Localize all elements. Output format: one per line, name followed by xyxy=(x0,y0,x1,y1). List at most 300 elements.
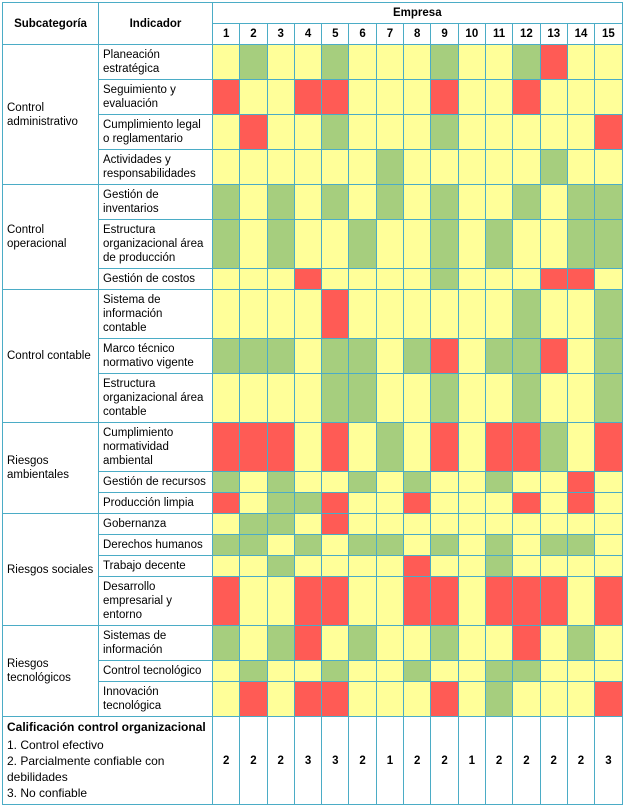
rating-cell-green xyxy=(322,115,349,150)
rating-cell-red xyxy=(485,577,512,626)
company-score-cell: 3 xyxy=(294,717,321,805)
rating-cell-green xyxy=(349,220,376,269)
rating-cell-red xyxy=(485,423,512,472)
company-number-header: 3 xyxy=(267,24,294,45)
rating-cell-yellow xyxy=(485,514,512,535)
rating-cell-yellow xyxy=(213,556,240,577)
rating-cell-yellow xyxy=(567,339,594,374)
rating-cell-red xyxy=(595,423,622,472)
rating-cell-yellow xyxy=(567,290,594,339)
rating-cell-yellow xyxy=(567,115,594,150)
rating-cell-yellow xyxy=(267,269,294,290)
rating-cell-red xyxy=(513,493,540,514)
rating-cell-yellow xyxy=(349,423,376,472)
rating-cell-yellow xyxy=(540,374,567,423)
rating-cell-yellow xyxy=(404,80,431,115)
rating-cell-green xyxy=(485,661,512,682)
rating-cell-green xyxy=(213,220,240,269)
rating-cell-yellow xyxy=(213,290,240,339)
rating-cell-yellow xyxy=(485,626,512,661)
rating-cell-red xyxy=(322,682,349,717)
rating-cell-green xyxy=(567,535,594,556)
rating-cell-green xyxy=(431,626,458,661)
rating-cell-yellow xyxy=(376,269,403,290)
rating-cell-yellow xyxy=(349,115,376,150)
rating-cell-red xyxy=(322,80,349,115)
rating-cell-yellow xyxy=(513,150,540,185)
rating-cell-yellow xyxy=(294,661,321,682)
rating-cell-yellow xyxy=(294,115,321,150)
rating-cell-yellow xyxy=(540,493,567,514)
score-legend-item: 2. Parcialmente confiable con debilidades xyxy=(7,754,165,784)
company-score-cell: 2 xyxy=(540,717,567,805)
rating-cell-yellow xyxy=(513,115,540,150)
rating-cell-yellow xyxy=(294,374,321,423)
rating-cell-yellow xyxy=(240,472,267,493)
rating-cell-yellow xyxy=(485,185,512,220)
subcategory-column-header: Subcategoría xyxy=(3,3,99,45)
score-legend-cell xyxy=(3,717,213,805)
rating-cell-green xyxy=(595,374,622,423)
rating-cell-yellow xyxy=(349,269,376,290)
rating-cell-red xyxy=(404,493,431,514)
company-score-cell: 2 xyxy=(404,717,431,805)
rating-cell-yellow xyxy=(458,661,485,682)
company-number-header: 9 xyxy=(431,24,458,45)
rating-cell-yellow xyxy=(595,626,622,661)
rating-cell-yellow xyxy=(404,514,431,535)
indicator-cell: Gestión de recursos xyxy=(99,472,213,493)
table-footer xyxy=(3,717,623,805)
company-score-cell: 3 xyxy=(322,717,349,805)
rating-cell-yellow xyxy=(213,150,240,185)
rating-cell-yellow xyxy=(376,472,403,493)
company-number-header: 14 xyxy=(567,24,594,45)
rating-cell-green xyxy=(322,185,349,220)
rating-cell-green xyxy=(240,45,267,80)
rating-cell-yellow xyxy=(404,269,431,290)
rating-cell-green xyxy=(267,626,294,661)
rating-cell-green xyxy=(485,472,512,493)
rating-cell-yellow xyxy=(404,374,431,423)
indicator-cell: Planeación estratégica xyxy=(99,45,213,80)
rating-cell-yellow xyxy=(267,661,294,682)
rating-cell-yellow xyxy=(513,535,540,556)
rating-cell-yellow xyxy=(240,220,267,269)
rating-cell-red xyxy=(431,80,458,115)
indicator-row xyxy=(3,290,623,339)
rating-cell-yellow xyxy=(513,514,540,535)
rating-cell-green xyxy=(267,493,294,514)
rating-cell-green xyxy=(267,556,294,577)
rating-cell-yellow xyxy=(267,577,294,626)
rating-cell-red xyxy=(294,626,321,661)
rating-cell-yellow xyxy=(376,80,403,115)
rating-cell-yellow xyxy=(213,661,240,682)
rating-cell-yellow xyxy=(240,185,267,220)
rating-cell-yellow xyxy=(294,185,321,220)
rating-cell-red xyxy=(567,472,594,493)
rating-cell-yellow xyxy=(458,150,485,185)
subcategory-cell: Control operacional xyxy=(3,185,99,290)
rating-cell-green xyxy=(513,339,540,374)
rating-cell-red xyxy=(240,115,267,150)
rating-cell-yellow xyxy=(404,535,431,556)
rating-cell-green xyxy=(540,150,567,185)
rating-cell-yellow xyxy=(294,556,321,577)
indicator-cell: Gobernanza xyxy=(99,514,213,535)
rating-cell-yellow xyxy=(404,185,431,220)
rating-cell-green xyxy=(540,535,567,556)
rating-cell-yellow xyxy=(595,661,622,682)
rating-cell-yellow xyxy=(349,290,376,339)
rating-cell-green xyxy=(513,661,540,682)
company-number-header: 10 xyxy=(458,24,485,45)
company-score-cell: 3 xyxy=(595,717,622,805)
rating-cell-yellow xyxy=(349,493,376,514)
rating-cell-green xyxy=(267,185,294,220)
rating-cell-yellow xyxy=(294,339,321,374)
rating-cell-yellow xyxy=(458,80,485,115)
rating-cell-yellow xyxy=(595,80,622,115)
rating-cell-red xyxy=(513,626,540,661)
rating-cell-green xyxy=(431,269,458,290)
company-score-cell: 1 xyxy=(376,717,403,805)
rating-cell-green xyxy=(567,185,594,220)
company-number-header: 7 xyxy=(376,24,403,45)
rating-cell-yellow xyxy=(294,220,321,269)
rating-cell-green xyxy=(595,220,622,269)
rating-cell-green xyxy=(595,290,622,339)
rating-cell-yellow xyxy=(567,80,594,115)
rating-cell-red xyxy=(294,577,321,626)
rating-cell-red xyxy=(431,423,458,472)
rating-cell-green xyxy=(485,339,512,374)
indicator-cell: Estructura organizacional área contable xyxy=(99,374,213,423)
company-score-cell: 2 xyxy=(513,717,540,805)
rating-cell-yellow xyxy=(404,682,431,717)
rating-cell-yellow xyxy=(349,150,376,185)
rating-cell-yellow xyxy=(267,682,294,717)
rating-cell-yellow xyxy=(513,269,540,290)
rating-cell-yellow xyxy=(567,682,594,717)
indicator-row xyxy=(3,626,623,661)
rating-cell-yellow xyxy=(540,115,567,150)
rating-cell-red xyxy=(213,577,240,626)
company-number-header: 11 xyxy=(485,24,512,45)
rating-cell-yellow xyxy=(567,661,594,682)
subcategory-cell: Control contable xyxy=(3,290,99,423)
rating-cell-yellow xyxy=(458,220,485,269)
rating-cell-yellow xyxy=(349,661,376,682)
rating-cell-yellow xyxy=(404,220,431,269)
rating-cell-yellow xyxy=(458,535,485,556)
rating-cell-green xyxy=(213,535,240,556)
rating-cell-red xyxy=(240,423,267,472)
rating-cell-yellow xyxy=(595,150,622,185)
rating-cell-yellow xyxy=(513,556,540,577)
rating-cell-green xyxy=(349,472,376,493)
rating-cell-yellow xyxy=(267,290,294,339)
company-score-cell: 2 xyxy=(240,717,267,805)
rating-cell-yellow xyxy=(458,115,485,150)
rating-cell-yellow xyxy=(349,80,376,115)
rating-cell-yellow xyxy=(458,626,485,661)
rating-cell-red xyxy=(595,115,622,150)
rating-cell-yellow xyxy=(376,45,403,80)
rating-cell-green xyxy=(267,472,294,493)
indicator-cell: Desarrollo empresarial y entorno xyxy=(99,577,213,626)
rating-cell-yellow xyxy=(240,556,267,577)
rating-cell-green xyxy=(322,45,349,80)
rating-cell-green xyxy=(349,339,376,374)
subcategory-cell: Riesgos ambientales xyxy=(3,423,99,514)
rating-cell-red xyxy=(322,423,349,472)
rating-cell-yellow xyxy=(267,150,294,185)
rating-cell-yellow xyxy=(213,682,240,717)
rating-cell-green xyxy=(431,374,458,423)
company-score-cell: 2 xyxy=(213,717,240,805)
score-legend-items xyxy=(7,737,208,801)
rating-cell-yellow xyxy=(376,290,403,339)
indicator-cell: Innovación tecnológica xyxy=(99,682,213,717)
rating-cell-yellow xyxy=(458,423,485,472)
rating-cell-green xyxy=(267,220,294,269)
company-number-header: 12 xyxy=(513,24,540,45)
rating-cell-green xyxy=(485,556,512,577)
rating-cell-yellow xyxy=(567,45,594,80)
rating-cell-green xyxy=(404,661,431,682)
rating-cell-red xyxy=(294,682,321,717)
company-score-cell: 1 xyxy=(458,717,485,805)
rating-cell-green xyxy=(213,626,240,661)
indicator-cell: Derechos humanos xyxy=(99,535,213,556)
rating-cell-yellow xyxy=(458,269,485,290)
rating-cell-green xyxy=(513,374,540,423)
rating-cell-red xyxy=(322,577,349,626)
rating-cell-red xyxy=(294,269,321,290)
company-group-header: Empresa xyxy=(213,3,623,24)
rating-cell-yellow xyxy=(404,45,431,80)
rating-cell-yellow xyxy=(267,80,294,115)
rating-cell-red xyxy=(240,682,267,717)
indicator-cell: Sistema de información contable xyxy=(99,290,213,339)
rating-cell-red xyxy=(294,80,321,115)
indicator-cell: Trabajo decente xyxy=(99,556,213,577)
rating-cell-yellow xyxy=(458,493,485,514)
rating-cell-green xyxy=(349,626,376,661)
company-score-cell: 2 xyxy=(431,717,458,805)
rating-cell-red xyxy=(322,514,349,535)
rating-cell-yellow xyxy=(458,577,485,626)
rating-cell-yellow xyxy=(213,115,240,150)
rating-cell-red xyxy=(322,493,349,514)
rating-cell-yellow xyxy=(349,185,376,220)
rating-cell-yellow xyxy=(595,535,622,556)
rating-cell-red xyxy=(404,556,431,577)
indicator-cell: Cumplimiento legal o reglamentario xyxy=(99,115,213,150)
rating-cell-yellow xyxy=(431,661,458,682)
rating-cell-green xyxy=(595,185,622,220)
rating-cell-yellow xyxy=(458,290,485,339)
rating-cell-yellow xyxy=(376,577,403,626)
rating-cell-yellow xyxy=(349,556,376,577)
company-number-header: 5 xyxy=(322,24,349,45)
table-header xyxy=(3,3,623,45)
rating-cell-green xyxy=(240,535,267,556)
company-number-header: 15 xyxy=(595,24,622,45)
rating-cell-yellow xyxy=(349,514,376,535)
company-score-cell: 2 xyxy=(567,717,594,805)
rating-cell-green xyxy=(213,185,240,220)
indicator-cell: Gestión de costos xyxy=(99,269,213,290)
rating-cell-green xyxy=(485,535,512,556)
rating-cell-yellow xyxy=(431,493,458,514)
rating-cell-green xyxy=(431,535,458,556)
company-number-header: 2 xyxy=(240,24,267,45)
rating-cell-red xyxy=(404,577,431,626)
rating-cell-green xyxy=(240,514,267,535)
rating-cell-yellow xyxy=(595,493,622,514)
rating-cell-yellow xyxy=(540,185,567,220)
indicator-cell: Cumplimiento normatividad ambiental xyxy=(99,423,213,472)
rating-cell-green xyxy=(513,185,540,220)
rating-cell-yellow xyxy=(240,80,267,115)
rating-cell-yellow xyxy=(431,514,458,535)
score-legend-title: Calificación control organizacional xyxy=(7,720,206,734)
rating-cell-yellow xyxy=(485,115,512,150)
rating-cell-red xyxy=(595,577,622,626)
rating-cell-red xyxy=(431,577,458,626)
rating-cell-red xyxy=(513,423,540,472)
rating-cell-green xyxy=(213,472,240,493)
rating-cell-yellow xyxy=(458,45,485,80)
rating-cell-yellow xyxy=(431,556,458,577)
rating-cell-green xyxy=(322,339,349,374)
indicator-row xyxy=(3,423,623,472)
header-row-top xyxy=(3,3,623,24)
rating-cell-yellow xyxy=(404,626,431,661)
rating-cell-red xyxy=(540,339,567,374)
rating-cell-yellow xyxy=(376,493,403,514)
rating-cell-green xyxy=(376,535,403,556)
rating-cell-yellow xyxy=(540,661,567,682)
rating-cell-yellow xyxy=(322,626,349,661)
rating-cell-red xyxy=(213,493,240,514)
rating-cell-red xyxy=(213,423,240,472)
rating-cell-yellow xyxy=(267,45,294,80)
indicator-cell: Estructura organizacional área de producción xyxy=(99,220,213,269)
rating-cell-yellow xyxy=(458,472,485,493)
rating-cell-red xyxy=(213,80,240,115)
rating-cell-yellow xyxy=(595,556,622,577)
rating-cell-yellow xyxy=(376,514,403,535)
matrix-body xyxy=(3,45,623,717)
indicator-cell: Producción limpia xyxy=(99,493,213,514)
rating-cell-green xyxy=(267,339,294,374)
rating-cell-yellow xyxy=(458,514,485,535)
rating-cell-yellow xyxy=(349,577,376,626)
indicator-row xyxy=(3,514,623,535)
rating-cell-red xyxy=(540,577,567,626)
rating-cell-green xyxy=(485,682,512,717)
rating-cell-yellow xyxy=(376,115,403,150)
rating-cell-yellow xyxy=(567,150,594,185)
indicator-column-header: Indicador xyxy=(99,3,213,45)
rating-cell-red xyxy=(431,682,458,717)
rating-cell-yellow xyxy=(458,185,485,220)
rating-cell-yellow xyxy=(267,115,294,150)
rating-cell-red xyxy=(595,682,622,717)
rating-cell-yellow xyxy=(213,45,240,80)
rating-cell-green xyxy=(376,423,403,472)
indicator-row xyxy=(3,45,623,80)
rating-cell-yellow xyxy=(404,115,431,150)
company-score-cell: 2 xyxy=(267,717,294,805)
rating-cell-green xyxy=(595,339,622,374)
rating-cell-yellow xyxy=(485,374,512,423)
rating-cell-green xyxy=(349,535,376,556)
rating-cell-green xyxy=(240,339,267,374)
rating-cell-yellow xyxy=(294,423,321,472)
rating-cell-yellow xyxy=(485,150,512,185)
rating-cell-yellow xyxy=(213,374,240,423)
rating-cell-yellow xyxy=(322,269,349,290)
rating-cell-yellow xyxy=(240,269,267,290)
rating-cell-yellow xyxy=(540,290,567,339)
rating-cell-yellow xyxy=(240,374,267,423)
subcategory-cell: Riesgos sociales xyxy=(3,514,99,626)
score-legend-item: 1. Control efectivo xyxy=(7,738,104,752)
rating-cell-green xyxy=(376,185,403,220)
rating-cell-yellow xyxy=(513,220,540,269)
indicator-cell: Control tecnológico xyxy=(99,661,213,682)
rating-cell-yellow xyxy=(376,374,403,423)
rating-cell-yellow xyxy=(240,493,267,514)
rating-cell-yellow xyxy=(540,682,567,717)
company-number-header: 1 xyxy=(213,24,240,45)
rating-cell-green xyxy=(213,339,240,374)
indicator-cell: Seguimiento y evaluación xyxy=(99,80,213,115)
rating-cell-green xyxy=(322,661,349,682)
rating-cell-green xyxy=(431,115,458,150)
rating-cell-yellow xyxy=(485,80,512,115)
rating-cell-yellow xyxy=(240,290,267,339)
company-score-cell: 2 xyxy=(349,717,376,805)
rating-cell-green xyxy=(540,423,567,472)
rating-cell-yellow xyxy=(294,150,321,185)
company-number-header: 13 xyxy=(540,24,567,45)
rating-cell-green xyxy=(267,514,294,535)
rating-cell-yellow xyxy=(376,626,403,661)
indicator-cell: Gestión de inventarios xyxy=(99,185,213,220)
rating-cell-green xyxy=(431,45,458,80)
rating-cell-yellow xyxy=(485,493,512,514)
rating-cell-yellow xyxy=(431,150,458,185)
rating-cell-yellow xyxy=(322,150,349,185)
rating-cell-yellow xyxy=(322,535,349,556)
indicator-cell: Marco técnico normativo vigente xyxy=(99,339,213,374)
rating-cell-yellow xyxy=(595,472,622,493)
rating-cell-red xyxy=(267,423,294,472)
rating-cell-yellow xyxy=(485,269,512,290)
rating-cell-yellow xyxy=(485,290,512,339)
rating-cell-yellow xyxy=(322,220,349,269)
rating-cell-yellow xyxy=(458,556,485,577)
rating-cell-red xyxy=(431,339,458,374)
rating-cell-yellow xyxy=(540,514,567,535)
rating-cell-yellow xyxy=(513,472,540,493)
